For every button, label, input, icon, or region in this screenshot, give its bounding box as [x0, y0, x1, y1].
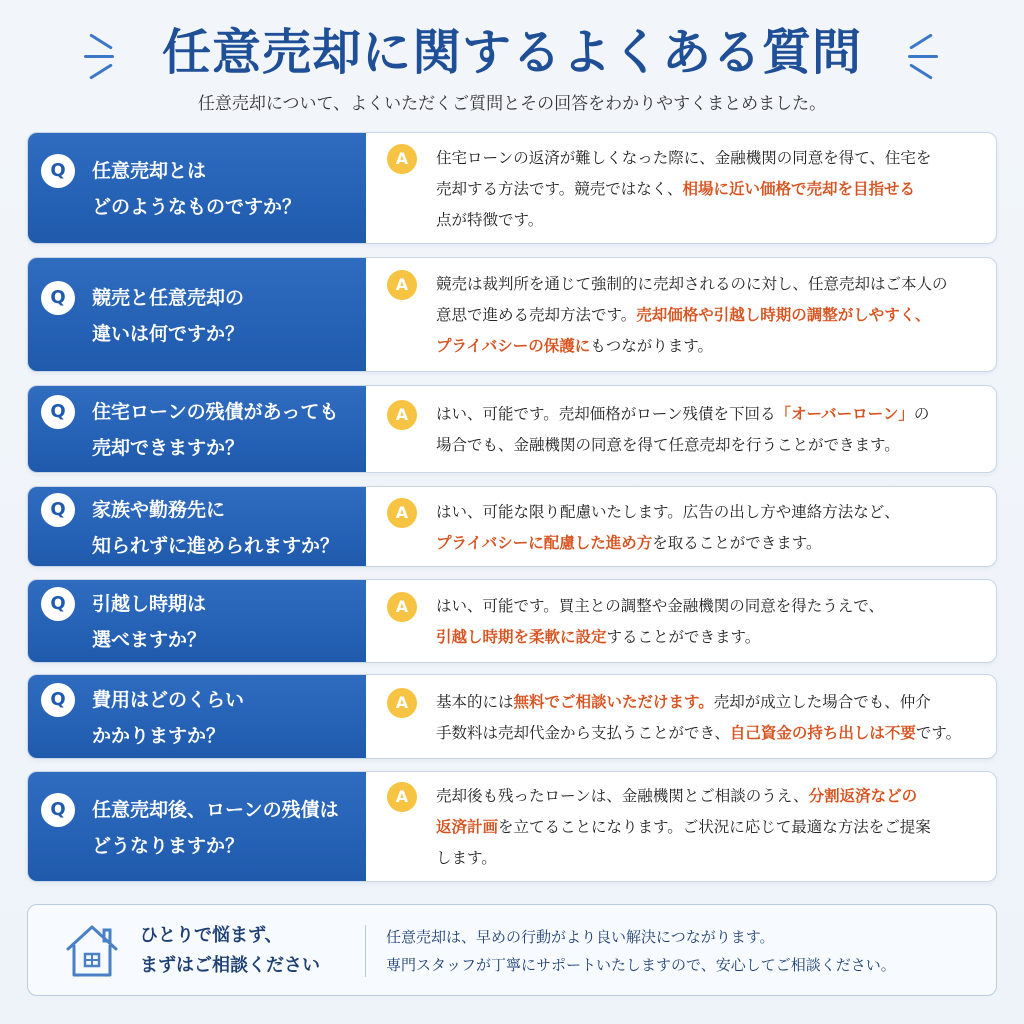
question-line: どのようなものですか？ [92, 196, 302, 218]
answer-segment: もつながります。 [590, 337, 713, 355]
faq-row [27, 486, 997, 567]
answer-badge: A [387, 400, 417, 430]
title-decoration-right-icon [904, 32, 938, 82]
answer-line [436, 205, 986, 236]
faq-question-panel [28, 258, 366, 371]
answer-line [436, 812, 986, 843]
question-line: 競売と任意売却の [92, 287, 245, 309]
answer-segment: 売却する方法です。競売ではなく、 [436, 180, 683, 198]
question-line: どうなりますか？ [92, 835, 245, 857]
answer-line [436, 269, 986, 300]
faq-answer-text [436, 781, 986, 874]
answer-line [436, 300, 986, 331]
faq-row [27, 257, 997, 372]
page-header [0, 0, 1024, 128]
answer-segment: を立てることになります。ご状況に応じて最適な方法をご提案 [498, 818, 931, 836]
answer-highlight: 自己資金の持ち出しは不要 [729, 724, 916, 742]
question-line: 知られずに進められますか？ [92, 535, 340, 557]
answer-segment: します。 [436, 849, 497, 867]
footer-divider [365, 925, 366, 977]
answer-line [436, 528, 986, 559]
faq-answer-text [436, 687, 986, 749]
answer-line [436, 843, 986, 874]
answer-segment: 競売は裁判所を通じて強制的に売却されるのに対し、任意売却はご本人の [436, 275, 948, 293]
footer-message-line: 任意売却は、早めの行動がより良い解決につながります。 [386, 928, 775, 946]
question-line: 住宅ローンの残債があっても [92, 401, 339, 423]
footer-message [386, 923, 896, 979]
answer-highlight: 「オーバーローン」 [775, 405, 914, 423]
question-badge: Q [41, 683, 75, 717]
footer-lead [140, 921, 320, 981]
answer-badge: A [387, 782, 417, 812]
answer-highlight: 相場に近い価格で売却を目指せる [682, 180, 915, 198]
faq-answer-panel [366, 258, 996, 371]
answer-segment: 手数料は売却代金から支払うことができ、 [436, 724, 730, 742]
faq-question-panel [28, 580, 366, 662]
question-line: 任意売却後、ローンの残債は [92, 799, 339, 821]
question-line: 費用はどのくらい [92, 689, 245, 711]
faq-row [27, 132, 997, 244]
page-title: 任意売却に関するよくある質問 [161, 24, 862, 81]
answer-segment: 意思で進める売却方法です。 [436, 306, 637, 324]
faq-question-text [92, 153, 360, 225]
faq-answer-text [436, 497, 986, 559]
faq-answer-panel [366, 386, 996, 472]
answer-highlight: 売却価格や引越し時期の調整がしやすく、 [636, 306, 931, 324]
question-badge: Q [41, 587, 75, 621]
question-badge: Q [41, 493, 75, 527]
page-subtitle: 任意売却について、よくいただくご質問とその回答をわかりやすくまとめました。 [197, 94, 827, 114]
faq-answer-text [436, 591, 986, 653]
faq-row [27, 579, 997, 663]
faq-question-text [92, 682, 360, 754]
answer-badge: A [387, 498, 417, 528]
answer-line [436, 781, 986, 812]
question-badge: Q [41, 395, 75, 429]
answer-highlight: 分割返済などの [808, 787, 918, 805]
answer-badge: A [387, 592, 417, 622]
consultation-footer [27, 904, 997, 996]
answer-line [436, 430, 986, 461]
answer-segment: 住宅ローンの返済が難しくなった際に、金融機関の同意を得て、住宅を [436, 149, 932, 167]
faq-answer-text [436, 143, 986, 236]
answer-line [436, 331, 986, 362]
answer-badge: A [387, 688, 417, 718]
faq-answer-text [436, 269, 986, 362]
question-line: 引越し時期は [92, 593, 207, 615]
question-badge: Q [41, 281, 75, 315]
faq-row [27, 674, 997, 759]
answer-line [436, 591, 986, 622]
faq-answer-panel [366, 772, 996, 881]
answer-line [436, 399, 986, 430]
faq-question-text [92, 792, 360, 864]
faq-answer-panel [366, 133, 996, 243]
answer-highlight: 引越し時期を柔軟に設定 [436, 628, 607, 646]
answer-segment: 基本的には [436, 693, 514, 711]
footer-lead-line: ひとりで悩まず、 [140, 925, 283, 946]
question-badge: Q [41, 793, 75, 827]
question-line: 売却できますか？ [92, 437, 245, 459]
house-icon [62, 921, 122, 981]
faq-question-text [92, 586, 360, 658]
answer-highlight: 無料でご相談いただけます。 [513, 693, 714, 711]
answer-line [436, 174, 986, 205]
faq-row [27, 385, 997, 473]
answer-segment: はい、可能です。売却価格がローン残債を下回る [436, 405, 776, 423]
answer-segment: 売却が成立した場合でも、仲介 [713, 693, 931, 711]
footer-lead-line: まずはご相談ください [140, 955, 320, 976]
footer-message-line: 専門スタッフが丁寧にサポートいたしますので、安心してご相談ください。 [386, 956, 896, 974]
question-badge: Q [41, 154, 75, 188]
question-line: 家族や勤務先に [92, 499, 226, 521]
question-line: 任意売却とは [92, 160, 207, 182]
faq-question-panel [28, 772, 366, 881]
faq-answer-panel [366, 487, 996, 566]
faq-question-text [92, 394, 360, 466]
question-line: かかりますか？ [92, 725, 226, 747]
answer-line [436, 497, 986, 528]
faq-question-text [92, 280, 360, 352]
answer-segment: はい、可能な限り配慮いたします。広告の出し方や連絡方法など、 [436, 503, 900, 521]
answer-line [436, 143, 986, 174]
question-line: 違いは何ですか？ [92, 323, 245, 345]
faq-question-panel [28, 675, 366, 758]
faq-question-panel [28, 386, 366, 472]
answer-segment: 場合でも、金融機関の同意を得て任意売却を行うことができます。 [436, 436, 900, 454]
faq-answer-text [436, 399, 986, 461]
answer-highlight: プライバシーに配慮した進め方 [436, 534, 653, 552]
faq-row [27, 771, 997, 882]
answer-badge: A [387, 144, 417, 174]
question-line: 選べますか？ [92, 629, 207, 651]
answer-segment: を取ることができます。 [652, 534, 822, 552]
faq-question-panel [28, 133, 366, 243]
faq-question-panel [28, 487, 366, 566]
answer-segment: することができます。 [606, 628, 761, 646]
answer-line [436, 718, 986, 749]
answer-badge: A [387, 270, 417, 300]
faq-answer-panel [366, 675, 996, 758]
answer-line [436, 687, 986, 718]
faq-answer-panel [366, 580, 996, 662]
faq-question-text [92, 492, 360, 564]
answer-highlight: 返済計画 [436, 818, 499, 836]
answer-segment: 売却後も残ったローンは、金融機関とご相談のうえ、 [436, 787, 809, 805]
answer-highlight: プライバシーの保護に [436, 337, 591, 355]
answer-line [436, 622, 986, 653]
answer-segment: です。 [915, 724, 962, 742]
answer-segment: 点が特徴です。 [436, 211, 544, 229]
answer-segment: はい、可能です。買主との調整や金融機関の同意を得たうえで、 [436, 597, 884, 615]
answer-segment: の [913, 405, 930, 423]
